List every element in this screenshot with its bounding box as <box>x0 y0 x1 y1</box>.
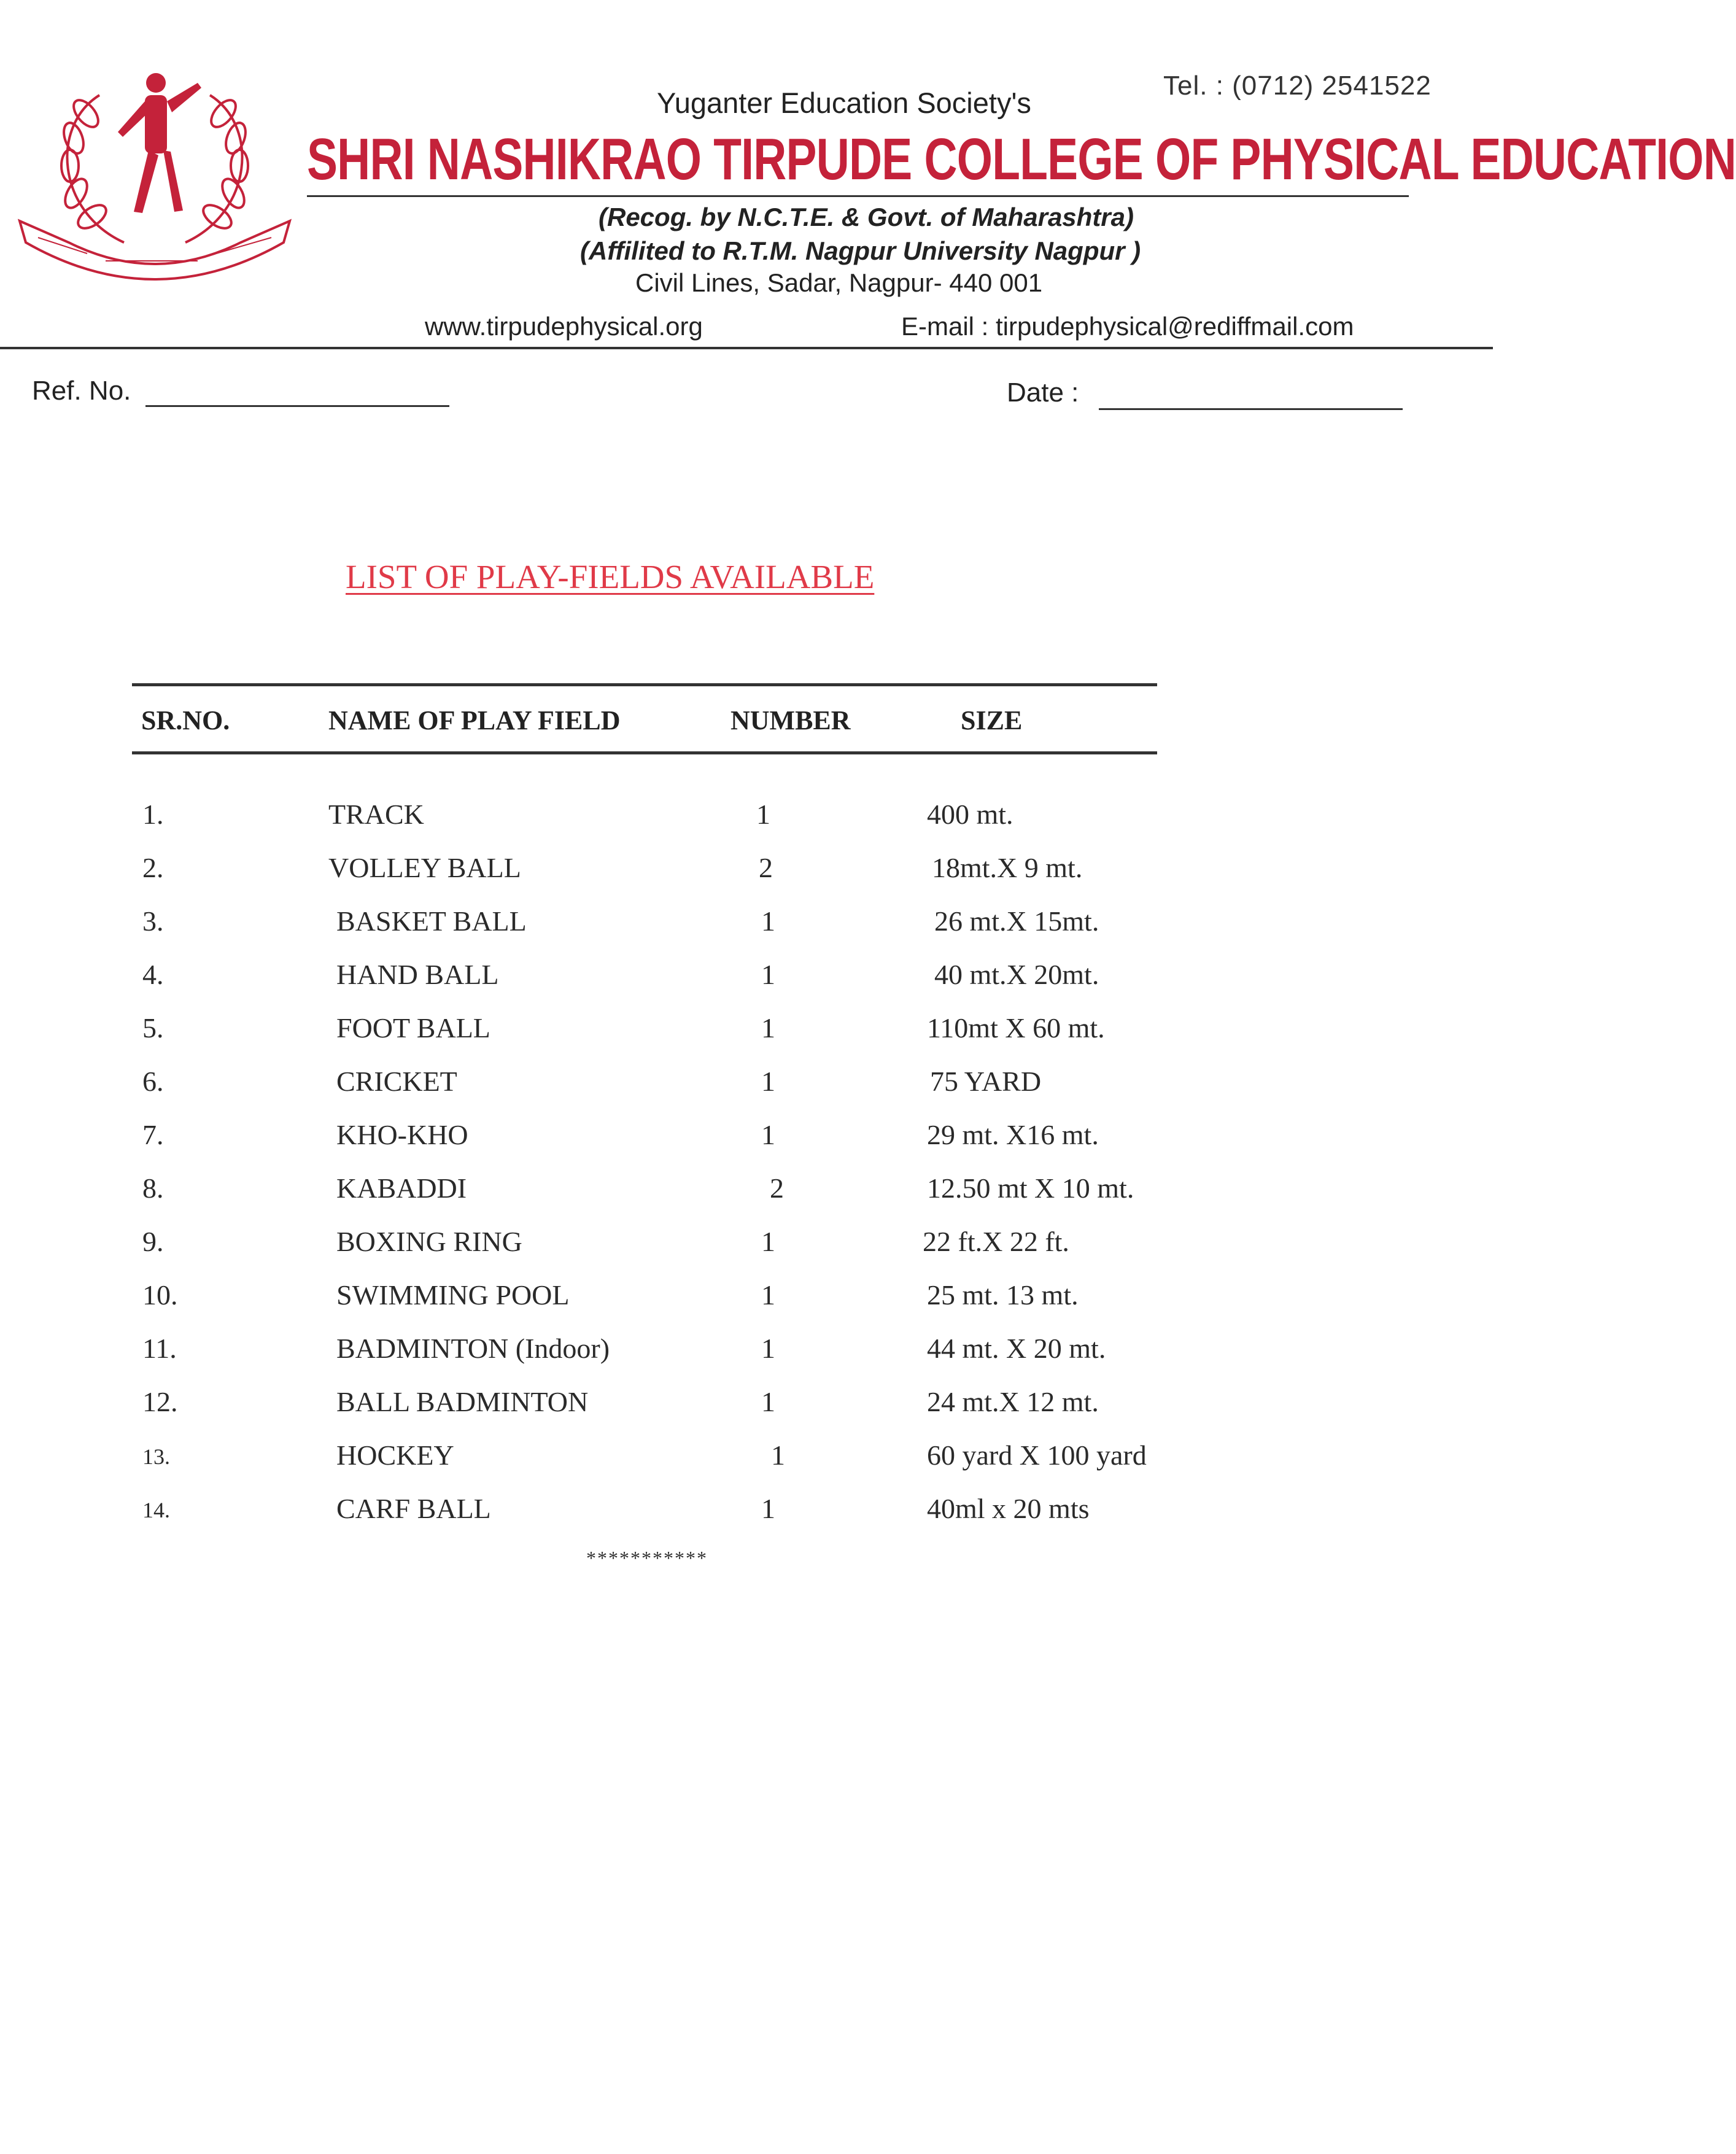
cell-sr-no: 4. <box>142 959 164 990</box>
cell-sr-no: 6. <box>142 1066 164 1097</box>
table-row <box>0 851 1525 905</box>
table-row <box>0 905 1525 958</box>
cell-sr-no: 3. <box>142 905 164 937</box>
table-row <box>0 1012 1525 1065</box>
ref-no-field[interactable] <box>145 405 449 407</box>
cell-size: 29 mt. X16 mt. <box>927 1119 1099 1150</box>
cell-name: HAND BALL <box>336 959 499 990</box>
cell-name: CRICKET <box>336 1066 457 1097</box>
society-name: Yuganter Education Society's <box>657 87 1031 119</box>
cell-number: 2 <box>770 1172 784 1204</box>
cell-size: 44 mt. X 20 mt. <box>927 1333 1106 1364</box>
table-row <box>0 1172 1525 1225</box>
address-line: Civil Lines, Sadar, Nagpur- 440 001 <box>635 268 1043 297</box>
cell-sr-no: 5. <box>142 1012 164 1044</box>
table-header-rule <box>132 751 1157 754</box>
cell-number: 1 <box>761 905 775 937</box>
header-divider <box>0 347 1493 349</box>
email-address[interactable]: E-mail : tirpudephysical@rediffmail.com <box>901 312 1354 341</box>
cell-number: 1 <box>761 1119 775 1150</box>
cell-sr-no: 13. <box>142 1444 170 1469</box>
table-row <box>0 1385 1525 1439</box>
cell-name: SWIMMING POOL <box>336 1279 570 1311</box>
cell-size: 40ml x 20 mts <box>927 1493 1090 1524</box>
college-name: SHRI NASHIKRAO TIRPUDE COLLEGE OF PHYSICAL EDUCATION <box>307 126 1736 192</box>
date-label: Date : <box>1007 378 1079 408</box>
cell-size: 24 mt.X 12 mt. <box>927 1386 1099 1417</box>
cell-sr-no: 12. <box>142 1386 178 1417</box>
cell-name: BALL BADMINTON <box>336 1386 589 1417</box>
cell-number: 1 <box>761 1226 775 1257</box>
cell-number: 1 <box>761 1333 775 1364</box>
ref-no-label: Ref. No. <box>32 376 131 406</box>
website-link[interactable]: www.tirpudephysical.org <box>425 312 703 341</box>
cell-size: 400 mt. <box>927 799 1013 830</box>
telephone-number: Tel. : (0712) 2541522 <box>1163 71 1432 101</box>
column-header-size: SIZE <box>961 705 1023 735</box>
table-row <box>0 1225 1525 1279</box>
affiliation-line: (Affilited to R.T.M. Nagpur University Nagpur ) <box>580 236 1141 265</box>
cell-number: 2 <box>759 852 773 883</box>
table-row <box>0 798 1525 851</box>
cell-name: HOCKEY <box>336 1439 454 1471</box>
cell-number: 1 <box>761 1066 775 1097</box>
table-row <box>0 1118 1525 1172</box>
cell-sr-no: 1. <box>142 799 164 830</box>
cell-size: 12.50 mt X 10 mt. <box>927 1172 1134 1204</box>
college-emblem-logo <box>14 58 296 322</box>
column-header-number: NUMBER <box>730 705 851 735</box>
table-row <box>0 1332 1525 1385</box>
cell-size: 110mt X 60 mt. <box>927 1012 1105 1044</box>
cell-name: TRACK <box>328 799 424 830</box>
table-row <box>0 1065 1525 1118</box>
college-name-underline <box>307 195 1409 197</box>
table-row <box>0 958 1525 1012</box>
cell-sr-no: 9. <box>142 1226 164 1257</box>
date-field[interactable] <box>1099 408 1403 410</box>
table-row <box>0 1279 1525 1332</box>
cell-number: 1 <box>761 1493 775 1524</box>
cell-number: 1 <box>771 1439 785 1471</box>
cell-name: VOLLEY BALL <box>328 852 521 883</box>
cell-size: 75 YARD <box>930 1066 1042 1097</box>
cell-name: BADMINTON (Indoor) <box>336 1333 610 1364</box>
cell-number: 1 <box>761 1279 775 1311</box>
cell-size: 25 mt. 13 mt. <box>927 1279 1079 1311</box>
cell-sr-no: 7. <box>142 1119 164 1150</box>
cell-sr-no: 10. <box>142 1279 178 1311</box>
cell-name: BASKET BALL <box>336 905 527 937</box>
cell-number: 1 <box>761 959 775 990</box>
cell-name: FOOT BALL <box>336 1012 490 1044</box>
end-of-list-marker: *********** <box>586 1547 708 1569</box>
cell-name: CARF BALL <box>336 1493 491 1524</box>
cell-name: KABADDI <box>336 1172 467 1204</box>
cell-sr-no: 14. <box>142 1498 170 1522</box>
recognition-line: (Recog. by N.C.T.E. & Govt. of Maharashtra) <box>599 203 1134 231</box>
cell-number: 1 <box>756 799 770 830</box>
cell-sr-no: 2. <box>142 852 164 883</box>
column-header-name: NAME OF PLAY FIELD <box>328 705 621 735</box>
table-row <box>0 1492 1525 1546</box>
table-top-rule <box>132 683 1157 686</box>
cell-size: 60 yard X 100 yard <box>927 1439 1147 1471</box>
cell-number: 1 <box>761 1012 775 1044</box>
document-title: LIST OF PLAY-FIELDS AVAILABLE <box>346 558 875 595</box>
cell-number: 1 <box>761 1386 775 1417</box>
column-header-sr-no: SR.NO. <box>141 705 230 735</box>
cell-size: 18mt.X 9 mt. <box>932 852 1083 883</box>
cell-size: 26 mt.X 15mt. <box>934 905 1099 937</box>
cell-sr-no: 8. <box>142 1172 164 1204</box>
cell-name: KHO-KHO <box>336 1119 468 1150</box>
cell-size: 40 mt.X 20mt. <box>934 959 1099 990</box>
cell-size: 22 ft.X 22 ft. <box>923 1226 1069 1257</box>
cell-name: BOXING RING <box>336 1226 522 1257</box>
table-row <box>0 1439 1525 1492</box>
cell-sr-no: 11. <box>142 1333 177 1364</box>
